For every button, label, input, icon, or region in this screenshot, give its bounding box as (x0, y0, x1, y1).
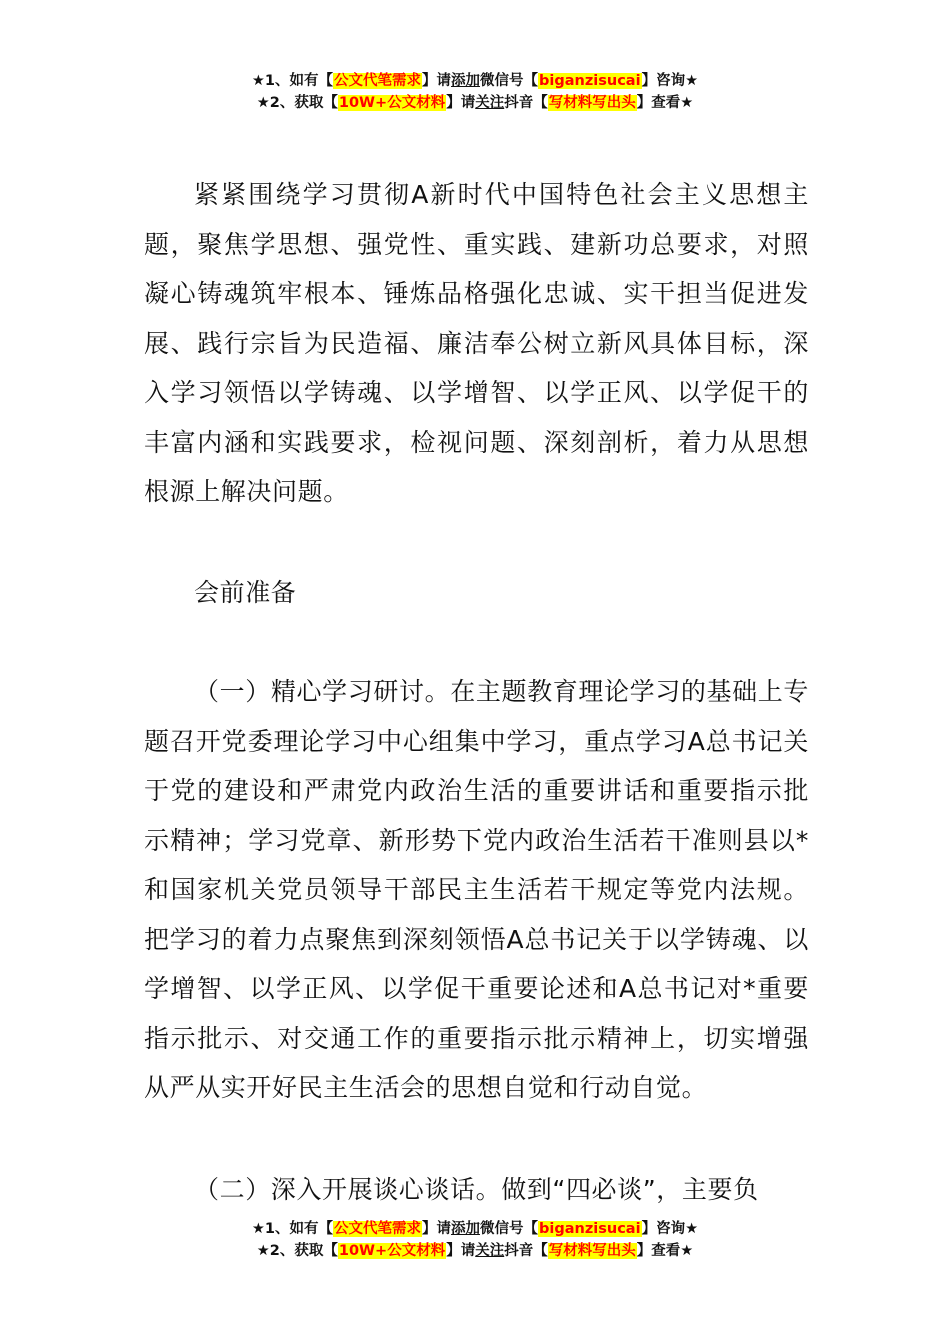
paragraph-study (144, 667, 809, 1113)
banner-line-1: ★1、如有【公文代笔需求】请添加微信号【biganzisucai】咨询★ (251, 73, 699, 89)
heading-text: 会前准备 (194, 578, 297, 607)
highlight-text: 写材料写出头 (548, 1243, 636, 1259)
highlight-text: biganzisucai (539, 1221, 641, 1237)
highlight-text: 公文代笔需求 (334, 73, 422, 89)
underlined-text: 添加 (451, 73, 481, 89)
paragraph-text: （一）精心学习研讨。在主题教育理论学习的基础上专题召开党委理论学习中心组集中学习，重点学习A总书记关于党的建设和严肃党内政治生活的重要讲话和重要指示批示精神；学习党章、新形势下党内政治生活若干准则县以*和国家机关党员领导干部民主生活若干规定等党内法规。把学习的着力点聚焦到深刻领悟A总书记关于以学铸魂、以学增智、以学正风、以学促干重要论述和A总书记对*重要指示批示、对交通工作的重要指示批示精神上，切实增强从严从实开好民主生活会的思想自觉和行动自觉。 (144, 677, 809, 1102)
highlight-text: biganzisucai (539, 73, 641, 89)
highlight-text: 10W+公文材料 (338, 1243, 446, 1259)
underlined-text: 关注 (475, 95, 505, 111)
banner-line-2: ★2、获取【10W+公文材料】请关注抖音【写材料写出头】查看★ (256, 1243, 694, 1259)
banner-line-1: ★1、如有【公文代笔需求】请添加微信号【biganzisucai】咨询★ (251, 1221, 699, 1237)
paragraph-text: （二）深入开展谈心谈话。做到“四必谈”，主要负 (194, 1175, 759, 1204)
section-heading (144, 568, 809, 618)
paragraph-intro (144, 170, 809, 517)
footer-banner (0, 1218, 950, 1262)
underlined-text: 关注 (475, 1243, 505, 1259)
highlight-text: 10W+公文材料 (338, 95, 446, 111)
header-banner (0, 70, 950, 114)
underlined-text: 添加 (451, 1221, 481, 1237)
paragraph-text: 紧紧围绕学习贯彻A新时代中国特色社会主义思想主题，聚焦学思想、强党性、重实践、建新功总要求，对照凝心铸魂筑牢根本、锤炼品格强化忠诚、实干担当促进发展、践行宗旨为民造福、廉洁奉公树立新风具体目标，深入学习领悟以学铸魂、以学增智、以学正风、以学促干的丰富内涵和实践要求，检视问题、深刻剖析，着力从思想根源上解决问题。 (144, 180, 809, 506)
banner-line-2: ★2、获取【10W+公文材料】请关注抖音【写材料写出头】查看★ (256, 95, 694, 111)
highlight-text: 写材料写出头 (548, 95, 636, 111)
highlight-text: 公文代笔需求 (334, 1221, 422, 1237)
paragraph-talks (144, 1165, 809, 1215)
